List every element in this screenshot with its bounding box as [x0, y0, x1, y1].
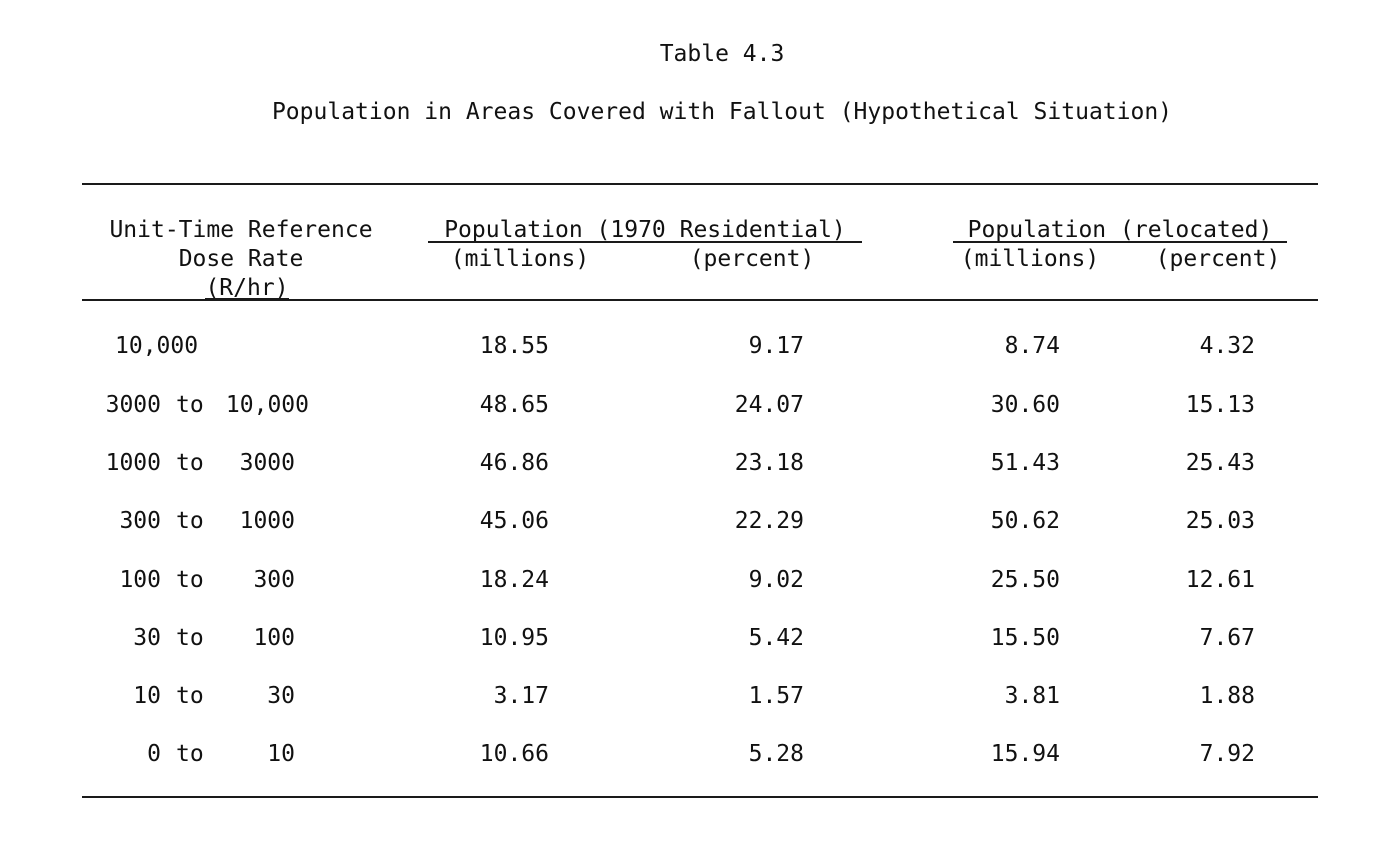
rel-percent-cell: 4.32	[1199, 333, 1255, 359]
header-group-relocated: Population (relocated)	[967, 217, 1273, 243]
dose-to-word: to	[176, 567, 204, 593]
rel-millions-cell: 50.62	[990, 508, 1060, 534]
dose-to: 30	[267, 683, 295, 709]
res-millions-cell: 48.65	[479, 392, 549, 418]
dose-to: 1000	[239, 508, 295, 534]
rel-millions-cell: 30.60	[990, 392, 1060, 418]
header-res-millions: (millions)	[450, 246, 590, 272]
header-residential-underline	[428, 241, 862, 243]
rel-millions-cell: 51.43	[990, 450, 1060, 476]
res-millions-cell: 3.17	[493, 683, 549, 709]
top-rule	[82, 183, 1318, 185]
res-percent-cell: 1.57	[748, 683, 804, 709]
dose-to-word: to	[176, 625, 204, 651]
dose-to-word: to	[176, 508, 204, 534]
dose-to: 10,000	[225, 392, 309, 418]
rel-percent-cell: 7.67	[1199, 625, 1255, 651]
dose-from: 30	[133, 625, 161, 651]
rel-percent-cell: 12.61	[1185, 567, 1255, 593]
dose-from: 3000	[105, 392, 161, 418]
rel-millions-cell: 8.74	[1004, 333, 1060, 359]
header-rel-millions: (millions)	[960, 246, 1100, 272]
rel-percent-cell: 15.13	[1185, 392, 1255, 418]
dose-to: 10	[267, 741, 295, 767]
res-millions-cell: 46.86	[479, 450, 549, 476]
res-percent-cell: 9.17	[748, 333, 804, 359]
dose-to-word: to	[176, 683, 204, 709]
rel-percent-cell: 25.03	[1185, 508, 1255, 534]
res-millions-cell: 10.66	[479, 741, 549, 767]
res-percent-cell: 23.18	[734, 450, 804, 476]
header-dose-rate-line2: Dose Rate	[178, 246, 304, 272]
res-millions-cell: 10.95	[479, 625, 549, 651]
rel-millions-cell: 3.81	[1004, 683, 1060, 709]
dose-to: 100	[253, 625, 295, 651]
header-group-residential: Population (1970 Residential)	[444, 217, 846, 243]
dose-from: 100	[119, 567, 161, 593]
rel-millions-cell: 15.94	[990, 741, 1060, 767]
header-dose-rate-line1: Unit-Time Reference	[109, 217, 373, 243]
rel-millions-cell: 25.50	[990, 567, 1060, 593]
table-label: Table 4.3	[659, 41, 785, 67]
dose-from: 0	[147, 741, 161, 767]
res-percent-cell: 24.07	[734, 392, 804, 418]
bottom-rule	[82, 796, 1318, 798]
dose-from: 10	[133, 683, 161, 709]
header-rel-percent: (percent)	[1155, 246, 1281, 272]
res-percent-cell: 9.02	[748, 567, 804, 593]
header-dose-rate-line3: (R/hr)	[205, 275, 289, 301]
dose-to-word: to	[176, 741, 204, 767]
res-percent-cell: 5.28	[748, 741, 804, 767]
res-millions-cell: 18.55	[479, 333, 549, 359]
rel-millions-cell: 15.50	[990, 625, 1060, 651]
rel-percent-cell: 7.92	[1199, 741, 1255, 767]
header-relocated-underline	[953, 241, 1287, 243]
res-millions-cell: 18.24	[479, 567, 549, 593]
dose-from: 300	[119, 508, 161, 534]
rel-percent-cell: 25.43	[1185, 450, 1255, 476]
res-percent-cell: 22.29	[734, 508, 804, 534]
res-millions-cell: 45.06	[479, 508, 549, 534]
res-percent-cell: 5.42	[748, 625, 804, 651]
dose-to-word: to	[176, 450, 204, 476]
header-res-percent: (percent)	[689, 246, 815, 272]
dose-to-word: to	[176, 392, 204, 418]
table-title: Population in Areas Covered with Fallout (Hypothetical Situation)	[271, 99, 1173, 125]
dose-from: 1000	[105, 450, 161, 476]
dose-to: 3000	[239, 450, 295, 476]
dose-rate-value: 10,000	[115, 333, 199, 359]
dose-to: 300	[253, 567, 295, 593]
header-rule	[82, 299, 1318, 301]
rel-percent-cell: 1.88	[1199, 683, 1255, 709]
